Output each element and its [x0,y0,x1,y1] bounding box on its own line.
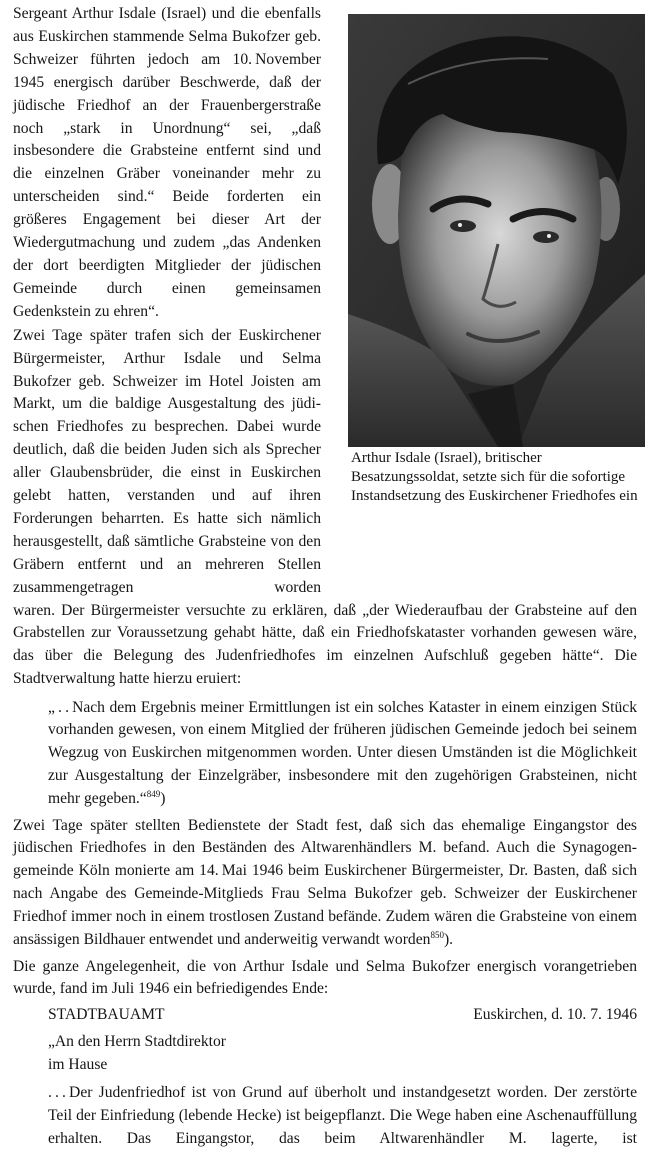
letter-body-text: . . . Der Judenfriedhof ist von Grund auf überholt und instandgesetzt worden. Der zerstörte Teil der Einfriedung (lebende Hecke) ist beigepflanzt. Die Wege haben eine Aschenauffüllung erhalten. Das Eingangstor, das beim Altwarenhändler M. lagerte, ist [48,1084,637,1148]
portrait-photo [348,14,645,447]
continuation-text: waren. Der Bürgermeister versuchte zu erklären, daß „der Wiederaufbau der Grabsteine auf den Grabstellen zur Voraussetzung gehabt hätte, daß ein Friedhofskataster vorhanden gewesen wäre, das über die Belegung des Judenfriedhofes im einzelnen Aufschluß gegeben hätte“. Die Stadtverwaltung hatte hierzu eruiert: [13,601,637,688]
footnote-ref: 849 [146,789,161,800]
quote-text: „ . . Nach dem Ergebnis meiner Ermittlungen ist ein solches Kataster in einem einzigen Stück vorhanden gewesen, von einem Mitglied der früheren jüdischen Gemeinde jedoch bei seinem Wegzug von Euskirchen mitgenommen worden. Unter diesen Umständen ist die Möglichkeit zur Ausgestaltung der Einzelgräber, insbesondere mit den zugehörigen Grabsteinen, nicht mehr gegeben.“ [48,698,637,808]
address-line-1: „An den Herrn Stadtdirektor [48,1033,226,1051]
paragraph-synagogue [13,815,637,953]
letter-address [48,1030,637,1076]
paragraph-synagogue-text: Zwei Tage später stellten Bedienstete der Stadt fest, daß sich das ehemalige Eingangstor des jüdischen Friedhofes in den Beständen des Altwarenhändlers M. befand. Auch die Synagogengemeinde Köln monierte am 14. Mai 1946 beim Euskirchener Bürgermeister, Dr. Basten, daß sich nach Angabe des Gemeinde-Mitglieds Frau Selma Bukofzer geb. Schweizer der Euskirchener Friedhof immer noch in einem trostlosen Zustand befände. Zudem wären die Grabsteine von einem ansässigen Bildhauer entwendet und anderweitig verwandt worden [13,816,637,949]
block-quote-cadastre [48,697,637,812]
photo-caption: Arthur Isdale (Israel), britischer Besatzungssoldat, setzte sich für die sofortige Instandsetzung des Euskirchener Friedhofes ein [351,450,638,504]
quote-close-paren: ) [160,790,166,808]
paragraph-meeting: Zwei Tage später trafen sich der Euskirchener Bürgermeister, Arthur Isdale und Selma Bukofzer geb. Schweizer im Hotel Joisten am Markt, um die baldige Ausgestaltung des jüdischen Friedhofes zu besprechen. Dabei wurde deutlich, daß die beiden Juden sich als Sprecher aller Glaubensbrüder, die einst in Euskirchen gelebt hatten, verstanden und auf ihren Forderungen beharrten. Es hatte sich nämlich herausgestellt, daß sämtliche Grabsteine von den Gräbern entfernt und an mehreren Stellen zusammengetragen worden [13,326,321,596]
footnote-ref: 850 [430,930,444,941]
letter-header [48,1004,637,1027]
conclusion-text: Die ganze Angelegenheit, die von Arthur Isdale und Selma Bukofzer energisch vorangetrieben wurde, fand im Juli 1946 ein befriedigendes Ende: [13,957,637,998]
paragraph-continuation [13,600,637,692]
portrait-image [348,14,645,447]
letter-body [48,1082,637,1151]
paragraph-synagogue-close: ). [443,931,454,949]
letter-place-date: Euskirchen, d. 10. 7. 1946 [473,1005,637,1023]
left-column [13,3,321,600]
top-section [13,3,637,600]
letter-sender: STADTBAUAMT [48,1005,165,1023]
photo-column [337,14,637,505]
paragraph-complaint: Sergeant Arthur Isdale (Israel) und die ebenfalls aus Euskirchen stammende Selma Bukofzer geb. Schweizer führten jedoch am 10. November 1945 energisch darüber Beschwerde, daß der jüdische Friedhof an der Frauenbergerstraße noch „stark in Unordnung“ sei, „daß insbesondere die Grabsteine entfernt sind und die einzelnen Gräber voneinander mehr zu unterscheiden sind.“ Beide forderten ein größeres Engagement bei dieser Art der Wiedergutmachung und zudem „das Andenken der dort beerdigten Mitglieder der jüdischen Gemeinde durch einen gemeinsamen Gedenkstein zu ehren“. [13,5,321,320]
paragraph-conclusion [13,956,637,1002]
address-line-2: im Hause [48,1056,108,1074]
